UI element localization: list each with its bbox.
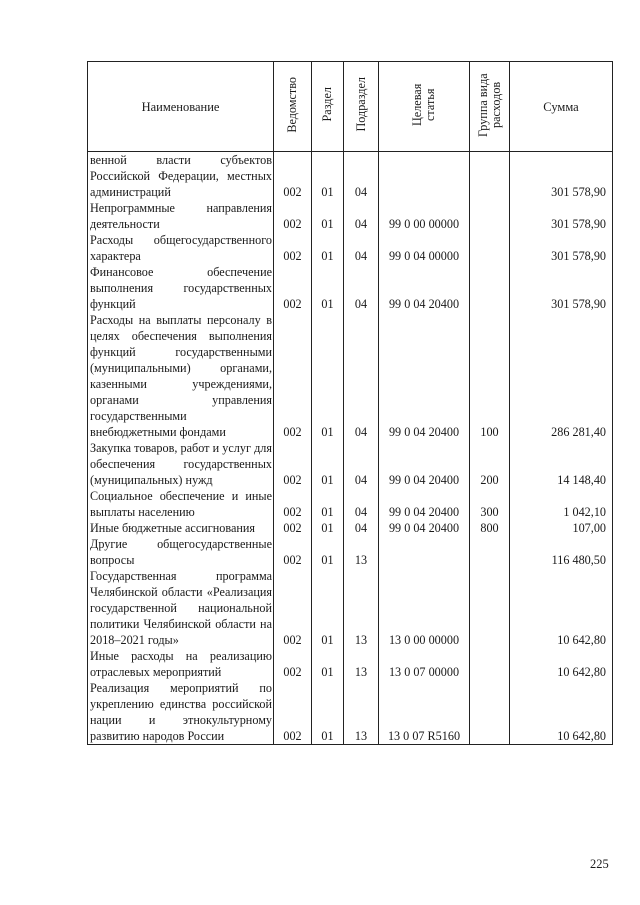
row-podrazdel: 04 xyxy=(344,440,379,488)
row-podrazdel: 13 xyxy=(344,648,379,680)
row-razdel: 01 xyxy=(312,536,344,568)
header-summa: Сумма xyxy=(510,62,613,152)
row-name: Финансовое обеспечение выполнения государственных функций xyxy=(88,264,274,312)
header-vedomstvo: Ведомство xyxy=(274,62,312,152)
row-gruppa xyxy=(470,680,510,745)
row-gruppa xyxy=(470,536,510,568)
row-gruppa xyxy=(470,152,510,201)
row-celevaya: 99 0 04 20400 xyxy=(379,520,470,536)
row-name: Закупка товаров, работ и услуг для обеспечения государственных (муниципальных) нужд xyxy=(88,440,274,488)
row-gruppa xyxy=(470,264,510,312)
row-podrazdel: 04 xyxy=(344,264,379,312)
row-razdel: 01 xyxy=(312,680,344,745)
header-celevaya-statya: Целевая статья xyxy=(379,62,470,152)
row-name: Реализация мероприятий по укреплению единства российской нации и этнокультурному развитию народов России xyxy=(88,680,274,745)
row-summa: 14 148,40 xyxy=(510,440,613,488)
row-razdel: 01 xyxy=(312,152,344,201)
header-podrazdel: Подраздел xyxy=(344,62,379,152)
row-razdel: 01 xyxy=(312,568,344,648)
header-gruppa-vida-rashodov: Группа вида расходов xyxy=(470,62,510,152)
row-ved: 002 xyxy=(274,488,312,520)
row-summa: 107,00 xyxy=(510,520,613,536)
header-razdel: Раздел xyxy=(312,62,344,152)
row-celevaya: 99 0 04 20400 xyxy=(379,488,470,520)
row-name: Государственная программа Челябинской области «Реализация государственной национальной политики Челябинской области на 2018–2021 годы» xyxy=(88,568,274,648)
table-row xyxy=(88,440,613,488)
row-gruppa: 200 xyxy=(470,440,510,488)
row-summa: 301 578,90 xyxy=(510,232,613,264)
row-ved: 002 xyxy=(274,536,312,568)
row-gruppa: 300 xyxy=(470,488,510,520)
row-ved: 002 xyxy=(274,232,312,264)
row-razdel: 01 xyxy=(312,488,344,520)
row-celevaya: 99 0 04 00000 xyxy=(379,232,470,264)
row-razdel: 01 xyxy=(312,200,344,232)
row-podrazdel: 13 xyxy=(344,680,379,745)
row-celevaya: 99 0 00 00000 xyxy=(379,200,470,232)
header-name: Наименование xyxy=(88,62,274,152)
row-summa: 116 480,50 xyxy=(510,536,613,568)
row-podrazdel: 04 xyxy=(344,152,379,201)
row-celevaya: 13 0 00 00000 xyxy=(379,568,470,648)
row-gruppa xyxy=(470,568,510,648)
row-razdel: 01 xyxy=(312,264,344,312)
row-celevaya: 99 0 04 20400 xyxy=(379,312,470,440)
row-summa: 10 642,80 xyxy=(510,680,613,745)
row-podrazdel: 13 xyxy=(344,568,379,648)
row-razdel: 01 xyxy=(312,312,344,440)
row-ved: 002 xyxy=(274,568,312,648)
row-gruppa xyxy=(470,232,510,264)
row-summa: 1 042,10 xyxy=(510,488,613,520)
table-row xyxy=(88,648,613,680)
row-ved: 002 xyxy=(274,264,312,312)
row-ved: 002 xyxy=(274,648,312,680)
row-celevaya: 99 0 04 20400 xyxy=(379,264,470,312)
row-podrazdel: 04 xyxy=(344,200,379,232)
row-razdel: 01 xyxy=(312,232,344,264)
row-summa: 286 281,40 xyxy=(510,312,613,440)
row-razdel: 01 xyxy=(312,440,344,488)
row-podrazdel: 04 xyxy=(344,232,379,264)
row-name: Социальное обеспечение и иные выплаты населению xyxy=(88,488,274,520)
row-podrazdel: 13 xyxy=(344,536,379,568)
row-celevaya xyxy=(379,536,470,568)
table-row xyxy=(88,568,613,648)
row-gruppa xyxy=(470,200,510,232)
row-razdel: 01 xyxy=(312,648,344,680)
table-row xyxy=(88,488,613,520)
row-gruppa: 800 xyxy=(470,520,510,536)
row-gruppa xyxy=(470,648,510,680)
row-summa: 301 578,90 xyxy=(510,264,613,312)
table-row xyxy=(88,680,613,745)
row-podrazdel: 04 xyxy=(344,520,379,536)
row-celevaya: 13 0 07 R5160 xyxy=(379,680,470,745)
table-header xyxy=(88,62,613,152)
row-summa: 10 642,80 xyxy=(510,568,613,648)
table-row xyxy=(88,152,613,201)
row-ved: 002 xyxy=(274,312,312,440)
row-name: Расходы на выплаты персоналу в целях обеспечения выполнения функций государственными (муниципальными) органами, казенными учреждениями, органами управления государственными внебюджетными фондами xyxy=(88,312,274,440)
row-celevaya: 99 0 04 20400 xyxy=(379,440,470,488)
table-row xyxy=(88,536,613,568)
row-name: Непрограммные направления деятельности xyxy=(88,200,274,232)
row-name: Другие общегосударственные вопросы xyxy=(88,536,274,568)
row-gruppa: 100 xyxy=(470,312,510,440)
row-name: Иные расходы на реализацию отраслевых мероприятий xyxy=(88,648,274,680)
table-row xyxy=(88,200,613,232)
table-row xyxy=(88,232,613,264)
table-row xyxy=(88,264,613,312)
row-ved: 002 xyxy=(274,200,312,232)
row-summa: 301 578,90 xyxy=(510,152,613,201)
table-row xyxy=(88,520,613,536)
row-name: Иные бюджетные ассигнования xyxy=(88,520,274,536)
row-summa: 301 578,90 xyxy=(510,200,613,232)
budget-table xyxy=(87,61,613,745)
row-ved: 002 xyxy=(274,152,312,201)
row-celevaya xyxy=(379,152,470,201)
row-ved: 002 xyxy=(274,680,312,745)
table-row xyxy=(88,312,613,440)
row-ved: 002 xyxy=(274,520,312,536)
row-razdel: 01 xyxy=(312,520,344,536)
row-podrazdel: 04 xyxy=(344,312,379,440)
row-name: Расходы общегосударственного характера xyxy=(88,232,274,264)
row-celevaya: 13 0 07 00000 xyxy=(379,648,470,680)
row-ved: 002 xyxy=(274,440,312,488)
page-number: 225 xyxy=(590,857,609,871)
table-body xyxy=(88,152,613,745)
row-name: венной власти субъектов Российской Федерации, местных администраций xyxy=(88,152,274,201)
row-podrazdel: 04 xyxy=(344,488,379,520)
row-summa: 10 642,80 xyxy=(510,648,613,680)
